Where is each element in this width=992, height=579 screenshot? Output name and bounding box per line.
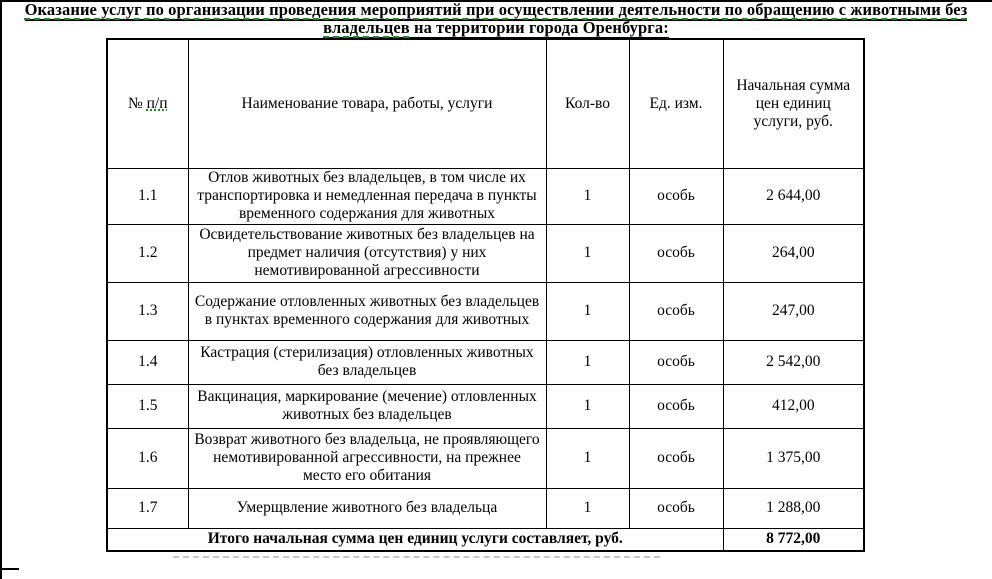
row-quantity: 1 bbox=[546, 168, 629, 224]
header-unit: Ед. изм. bbox=[629, 39, 723, 168]
row-price: 264,00 bbox=[723, 224, 864, 282]
row-price: 1 288,00 bbox=[723, 488, 864, 528]
total-value: 8 772,00 bbox=[723, 528, 864, 551]
title-line-2-flagged-word: владельцев bbox=[323, 18, 410, 37]
row-number: 1.7 bbox=[107, 488, 188, 528]
margin-corner-mark bbox=[0, 568, 19, 570]
row-number: 1.5 bbox=[107, 384, 188, 428]
row-number: 1.1 bbox=[107, 168, 188, 224]
row-service-name: Отлов животных без владельцев, в том числе их транспортировка и немедленная передача в пункты временного содержания для животных bbox=[188, 168, 546, 224]
table-row bbox=[107, 384, 864, 428]
table-row bbox=[107, 488, 864, 528]
row-unit: особь bbox=[629, 488, 723, 528]
row-unit: особь bbox=[629, 340, 723, 384]
header-number-flagged: п/п bbox=[146, 94, 168, 112]
header-quantity: Кол-во bbox=[546, 39, 629, 168]
row-quantity: 1 bbox=[546, 488, 629, 528]
row-unit: особь bbox=[629, 168, 723, 224]
header-number: № п/п bbox=[107, 39, 188, 168]
text-boundary-dashes bbox=[173, 556, 660, 558]
row-number: 1.6 bbox=[107, 428, 188, 488]
row-quantity: 1 bbox=[546, 282, 629, 340]
row-price: 412,00 bbox=[723, 384, 864, 428]
row-price: 1 375,00 bbox=[723, 428, 864, 488]
header-name: Наименование товара, работы, услуги bbox=[188, 39, 546, 168]
row-service-name: Умерщвление животного без владельца bbox=[188, 488, 546, 528]
row-service-name: Возврат животного без владельца, не проявляющего немотивированной агрессивности, на прежнее место его обитания bbox=[188, 428, 546, 488]
table-row bbox=[107, 282, 864, 340]
row-number: 1.2 bbox=[107, 224, 188, 282]
services-price-table bbox=[106, 38, 865, 552]
row-quantity: 1 bbox=[546, 340, 629, 384]
row-service-name: Содержание отловленных животных без владельцев в пунктах временного содержания для животных bbox=[188, 282, 546, 340]
table-row bbox=[107, 340, 864, 384]
table-row bbox=[107, 224, 864, 282]
row-unit: особь bbox=[629, 224, 723, 282]
row-quantity: 1 bbox=[546, 224, 629, 282]
row-service-name: Вакцинация, маркирование (мечение) отловленных животных без владельцев bbox=[188, 384, 546, 428]
total-label: Итого начальная сумма цен единиц услуги составляет, руб. bbox=[107, 528, 723, 551]
table-row bbox=[107, 428, 864, 488]
title-line-1 bbox=[0, 1, 992, 19]
table-header-row bbox=[107, 39, 864, 168]
row-number: 1.3 bbox=[107, 282, 188, 340]
table-row bbox=[107, 168, 864, 224]
table-total-row bbox=[107, 528, 864, 551]
page-edge-left bbox=[0, 0, 2, 579]
title-line-1-text: Оказание услуг по организации проведения мероприятий при осуществлении деятельности по обращению с животными без bbox=[24, 0, 968, 19]
title-line-2 bbox=[0, 19, 992, 37]
row-quantity: 1 bbox=[546, 384, 629, 428]
row-quantity: 1 bbox=[546, 428, 629, 488]
document-title bbox=[0, 1, 992, 37]
title-line-2-text: на территории города Оренбурга: bbox=[409, 18, 669, 37]
row-number: 1.4 bbox=[107, 340, 188, 384]
row-price: 2 542,00 bbox=[723, 340, 864, 384]
row-price: 247,00 bbox=[723, 282, 864, 340]
row-price: 2 644,00 bbox=[723, 168, 864, 224]
row-service-name: Освидетельствование животных без владельцев на предмет наличия (отсутствия) у них немотивированной агрессивности bbox=[188, 224, 546, 282]
row-unit: особь bbox=[629, 428, 723, 488]
row-unit: особь bbox=[629, 384, 723, 428]
header-start-price: Начальная сумма цен единиц услуги, руб. bbox=[723, 39, 864, 168]
row-unit: особь bbox=[629, 282, 723, 340]
row-service-name: Кастрация (стерилизация) отловленных животных без владельцев bbox=[188, 340, 546, 384]
